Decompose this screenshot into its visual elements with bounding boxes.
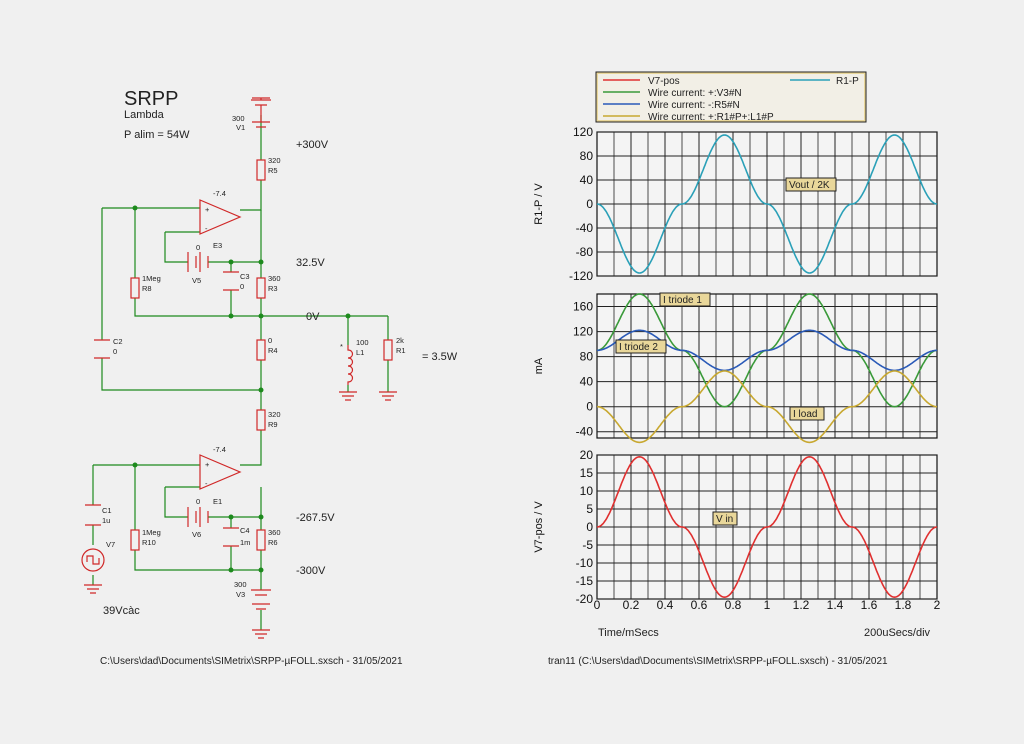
svg-text:I triode 2: I triode 2	[619, 342, 658, 353]
amplifier-e1	[200, 445, 240, 506]
svg-text:1u: 1u	[102, 516, 111, 525]
svg-text:E1: E1	[213, 497, 223, 506]
legend-r1p: R1-P	[836, 76, 859, 87]
x-tick-label: 1.6	[860, 598, 878, 612]
resistor-r3	[257, 274, 281, 298]
capacitor-c4	[223, 526, 250, 547]
y-tick-label: -10	[575, 556, 593, 570]
x-tick-label: 0.4	[656, 598, 674, 612]
plot-legend	[596, 72, 866, 123]
svg-text:Vout / 2K: Vout / 2K	[789, 180, 830, 191]
svg-text:R1: R1	[396, 346, 406, 355]
y-tick-label: 80	[579, 349, 593, 364]
label-vin-amplitude: 39Vcàc	[103, 605, 140, 617]
svg-text:300: 300	[232, 114, 245, 123]
x-tick-label: 0.8	[724, 598, 742, 612]
y-tick-label: 0	[586, 197, 593, 211]
annotation-vout	[786, 178, 836, 191]
panel-r1p	[533, 125, 937, 283]
legend-wire-v3: Wire current: +:V3#N	[648, 88, 742, 99]
svg-text:*: *	[340, 342, 343, 351]
annotation-itriode2	[616, 340, 666, 353]
y-tick-label: 15	[579, 466, 593, 480]
svg-text:C4: C4	[240, 526, 250, 535]
y-tick-label: -5	[582, 538, 593, 552]
y-tick-label: -120	[568, 269, 593, 283]
panel-currents	[533, 294, 937, 442]
amplifier-e3	[200, 189, 240, 250]
y-tick-label: -15	[575, 574, 593, 588]
svg-text:I triode 1: I triode 1	[663, 295, 702, 306]
legend-wire-r1l1: Wire current: +:R1#P+:L1#P	[648, 112, 774, 123]
y-tick-label: 40	[579, 374, 593, 389]
label-32v: 32.5V	[296, 257, 325, 269]
svg-text:0: 0	[196, 497, 201, 506]
schematic-title: SRPP	[124, 88, 179, 110]
label-neg267v: -267.5V	[296, 512, 335, 524]
resistor-r5	[257, 156, 281, 180]
annotation-itriode1	[660, 293, 710, 306]
svg-text:V6: V6	[192, 530, 202, 539]
svg-text:0: 0	[268, 336, 273, 345]
svg-text:R5: R5	[268, 166, 278, 175]
svg-text:R3: R3	[268, 284, 278, 293]
svg-text:V in: V in	[716, 514, 734, 525]
label-0v: 0V	[306, 311, 320, 323]
battery-v6	[188, 497, 208, 539]
svg-text:360: 360	[268, 274, 281, 283]
y-tick-label: 120	[572, 125, 593, 139]
y-tick-label: -80	[575, 245, 593, 259]
svg-text:100: 100	[356, 338, 369, 347]
capacitor-c2	[94, 337, 123, 358]
schematic-footer: C:\Users\dad\Documents\SIMetrix\SRPP-µFOLL.sxsch - 31/05/2021	[100, 656, 403, 667]
y-axis-label: mA	[533, 357, 545, 375]
svg-text:C1: C1	[102, 506, 112, 515]
resistor-r9	[257, 410, 281, 430]
svg-text:R9: R9	[268, 420, 278, 429]
panel-v7pos	[533, 448, 941, 612]
legend-wire-r5: Wire current: -:R5#N	[648, 100, 740, 111]
y-tick-label: 5	[586, 502, 593, 516]
svg-text:1Meg: 1Meg	[142, 274, 161, 283]
svg-text:L1: L1	[356, 348, 365, 357]
svg-text:-7.4: -7.4	[213, 445, 226, 454]
svg-text:1m: 1m	[240, 538, 251, 547]
y-tick-label: 0	[586, 399, 593, 414]
svg-text:0: 0	[240, 282, 245, 291]
resistor-r10	[131, 528, 161, 550]
y-tick-label: 160	[572, 299, 593, 314]
svg-text:-7.4: -7.4	[213, 189, 226, 198]
x-tick-label: 1.4	[826, 598, 844, 612]
schematic	[82, 88, 458, 667]
y-tick-label: -40	[575, 424, 593, 439]
annotation-iload	[790, 407, 824, 420]
inductor-l1	[340, 338, 369, 385]
svg-text:+: +	[205, 460, 210, 469]
x-tick-label: 0	[593, 598, 601, 612]
y-tick-label: 40	[579, 173, 593, 187]
x-tick-label: 1	[763, 598, 771, 612]
ground-load	[339, 392, 397, 400]
x-tick-label: 1.2	[792, 598, 810, 612]
y-axis-label: R1-P / V	[533, 183, 545, 225]
svg-text:I load: I load	[793, 409, 818, 420]
svg-text:E3: E3	[213, 241, 223, 250]
y-tick-label: 20	[579, 448, 593, 462]
svg-text:-: -	[205, 224, 208, 233]
svg-text:0: 0	[113, 347, 118, 356]
resistor-r4	[257, 336, 278, 360]
y-tick-label: 80	[579, 149, 593, 163]
svg-text:300: 300	[234, 580, 247, 589]
svg-text:R8: R8	[142, 284, 152, 293]
svg-text:V7: V7	[106, 540, 116, 549]
annotation-vin	[713, 512, 737, 525]
x-tick-label: 0.2	[622, 598, 640, 612]
svg-text:360: 360	[268, 528, 281, 537]
y-tick-label: 10	[579, 484, 593, 498]
x-tick-label: 0.6	[690, 598, 708, 612]
svg-text:C3: C3	[240, 272, 250, 281]
svg-text:R6: R6	[268, 538, 278, 547]
svg-text:R4: R4	[268, 346, 278, 355]
label-pout: = 3.5W	[422, 351, 458, 363]
svg-text:320: 320	[268, 156, 281, 165]
resistor-r1	[384, 336, 406, 360]
x-tick-label: 1.8	[894, 598, 912, 612]
svg-text:0: 0	[196, 243, 201, 252]
legend-v7pos: V7-pos	[648, 76, 680, 87]
waveform-plot	[533, 72, 941, 667]
svg-text:2k: 2k	[396, 336, 404, 345]
x-axis-label: Time/mSecs	[598, 627, 659, 639]
svg-text:1Meg: 1Meg	[142, 528, 161, 537]
svg-text:V3: V3	[236, 590, 246, 599]
svg-text:+: +	[205, 205, 210, 214]
x-axis-scale: 200uSecs/div	[864, 627, 931, 639]
capacitor-c3	[223, 272, 250, 291]
schematic-subtitle: Lambda	[124, 109, 164, 121]
battery-v5	[188, 243, 208, 285]
y-tick-label: 0	[586, 520, 593, 534]
svg-text:-: -	[205, 479, 208, 488]
svg-text:C2: C2	[113, 337, 123, 346]
label-neg300v: -300V	[296, 565, 326, 577]
resistor-r6	[257, 528, 281, 550]
svg-text:V1: V1	[236, 123, 246, 132]
svg-text:V5: V5	[192, 276, 202, 285]
svg-text:320: 320	[268, 410, 281, 419]
signal-source-v7	[82, 540, 115, 593]
power-note: P alim = 54W	[124, 129, 190, 141]
x-tick-label: 2	[933, 598, 941, 612]
battery-v3	[234, 580, 271, 638]
label-plus300v: +300V	[296, 139, 329, 151]
battery-v1	[232, 98, 271, 132]
capacitor-c1	[85, 505, 112, 525]
resistor-r8	[131, 274, 161, 298]
y-tick-label: -40	[575, 221, 593, 235]
y-tick-label: 120	[572, 324, 593, 339]
plot-footer: tran11 (C:\Users\dad\Documents\SIMetrix\SRPP-µFOLL.sxsch) - 31/05/2021	[548, 656, 888, 667]
y-axis-label: V7-pos / V	[533, 501, 545, 553]
wires	[93, 115, 388, 630]
svg-text:R10: R10	[142, 538, 156, 547]
y-tick-label: -20	[575, 592, 593, 606]
